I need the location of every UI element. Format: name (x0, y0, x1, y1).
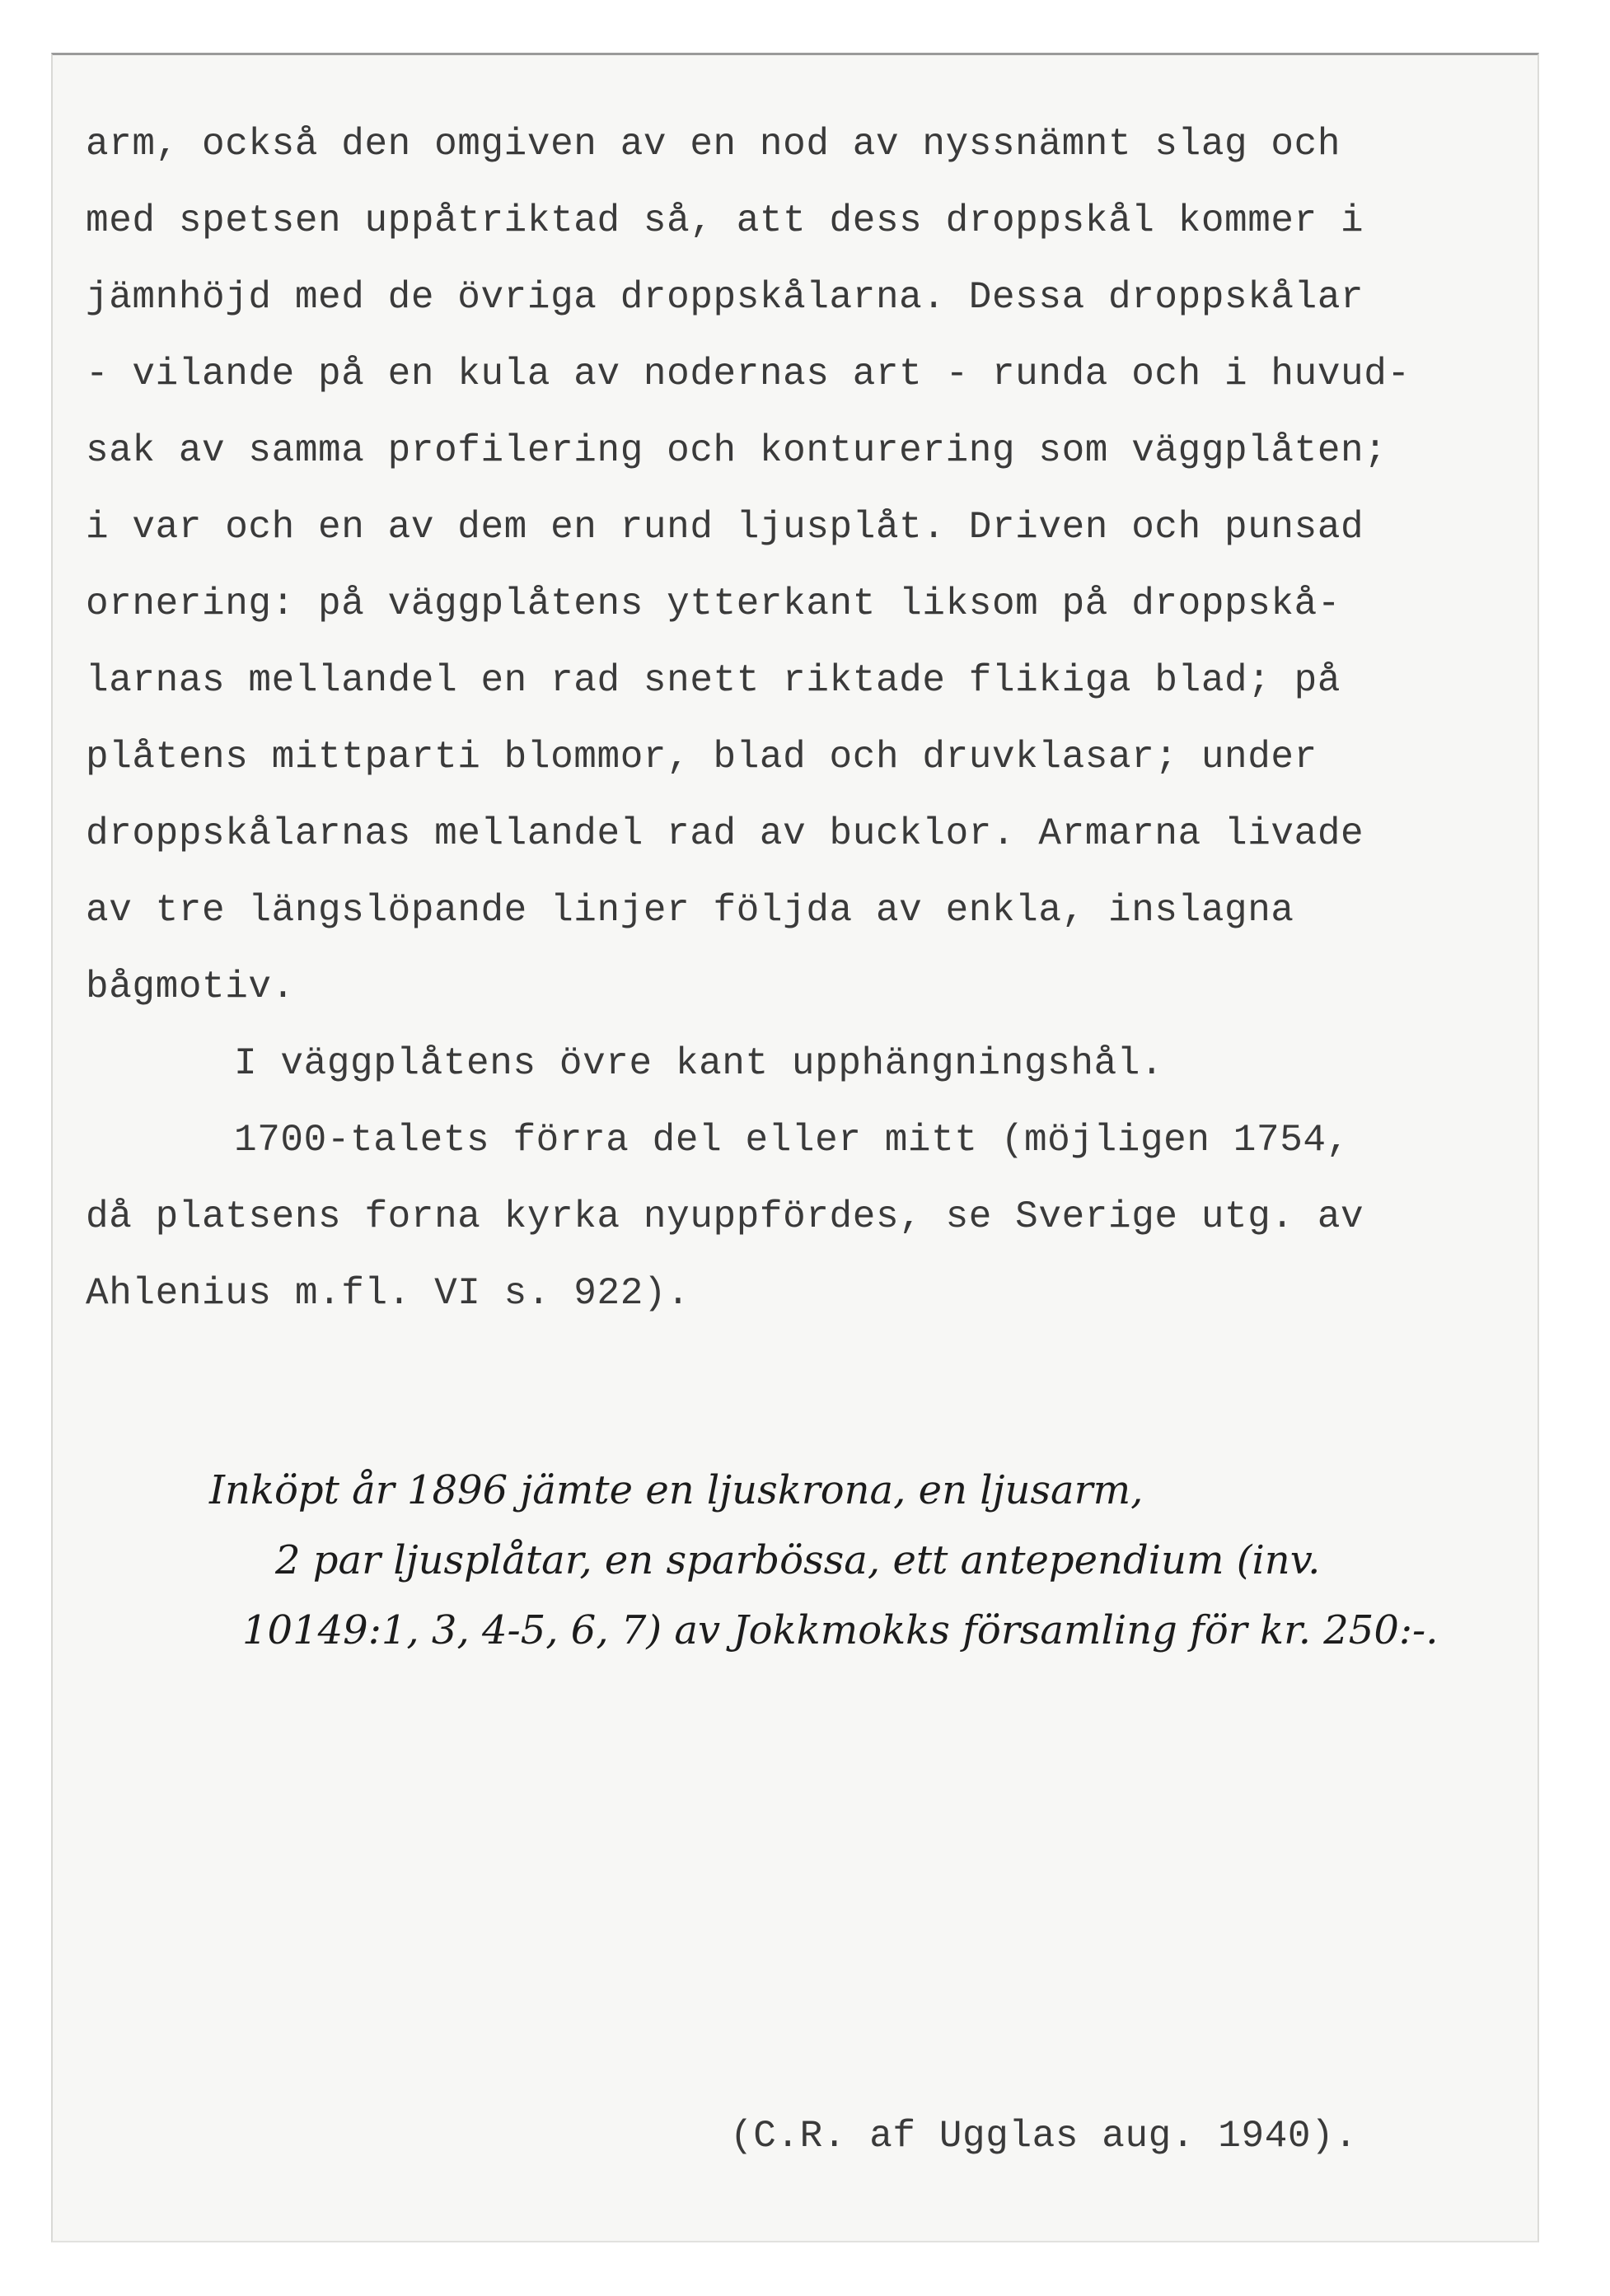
typed-line: plåtens mittparti blommor, blad och druvklasar; under (86, 736, 1317, 779)
handwritten-acquisition-note (209, 1456, 1439, 1666)
archive-card (51, 53, 1539, 2242)
typed-line: ornering: på väggplåtens ytterkant liksom på droppskå- (86, 582, 1341, 625)
handwritten-line: 2 par ljusplåtar, en sparbössa, ett antependium (inv. (275, 1537, 1321, 1583)
typed-line: då platsens forna kyrka nyuppfördes, se Sverige utg. av (86, 1195, 1364, 1238)
typed-line: jämnhöjd med de övriga droppskålarna. Dessa droppskålar (86, 276, 1364, 319)
author-signature-line: (C.R. af Ugglas aug. 1940). (730, 2115, 1358, 2158)
handwritten-line: 10149:1, 3, 4-5, 6, 7) av Jokkmokks församling för kr. 250:-. (242, 1607, 1439, 1653)
typed-line: arm, också den omgiven av en nod av nyssnämnt slag och (86, 123, 1341, 166)
typed-line: - vilande på en kula av nodernas art - runda och i huvud- (86, 353, 1411, 395)
typed-line: sak av samma profilering och konturering som väggplåten; (86, 429, 1388, 472)
handwritten-line: Inköpt år 1896 jämte en ljuskrona, en ljusarm, (209, 1467, 1144, 1513)
typed-line: bågmotiv. (86, 966, 295, 1008)
typed-paragraph-hanging-hole: I väggplåtens övre kant upphängningshål. (234, 1042, 1164, 1085)
typed-line: Ahlenius m.fl. VI s. 922). (86, 1272, 690, 1315)
typed-description (86, 106, 1411, 1332)
typed-line: i var och en av dem en rund ljusplåt. Driven och punsad (86, 506, 1364, 549)
typed-line: droppskålarnas mellandel rad av bucklor. Armarna livade (86, 812, 1364, 855)
typed-paragraph-dating: 1700-talets förra del eller mitt (möjligen 1754, (234, 1119, 1350, 1162)
typed-line: larnas mellandel en rad snett riktade flikiga blad; på (86, 659, 1341, 702)
typed-line: av tre längslöpande linjer följda av enkla, inslagna (86, 889, 1294, 932)
typed-line: med spetsen uppåtriktad så, att dess droppskål kommer i (86, 199, 1364, 242)
